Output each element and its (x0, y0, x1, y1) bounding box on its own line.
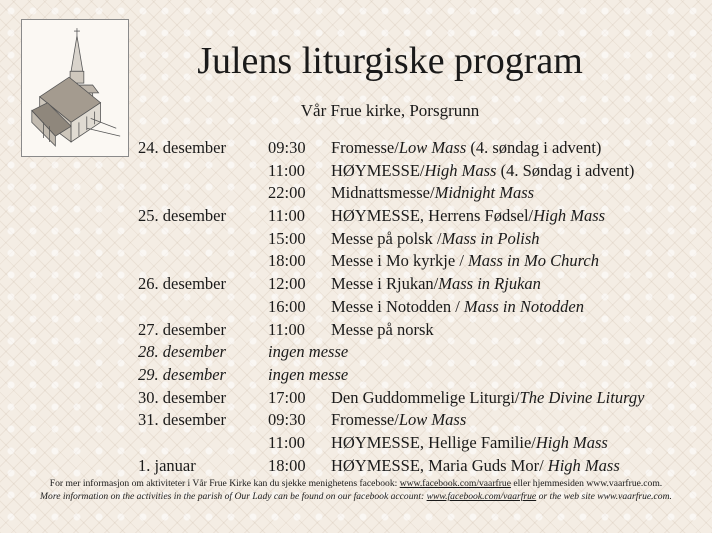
liturgy-schedule (138, 137, 698, 477)
schedule-row (138, 250, 698, 273)
schedule-row (138, 205, 698, 228)
schedule-date: 1. januar (138, 455, 196, 475)
event-norwegian: Fromesse/ (331, 410, 399, 430)
event-norwegian: Messe på norsk (331, 319, 434, 339)
schedule-time: ingen messe (268, 364, 349, 384)
schedule-time: 11:00 (268, 432, 305, 452)
footer-en-text-1: More information on the activities in the parish of Our Lady can be found on our facebook account: (40, 491, 427, 502)
event-note: (4. søndag i advent) (466, 138, 602, 157)
schedule-time: 11:00 (268, 206, 305, 226)
facebook-link-no[interactable]: www.facebook.com/vaarfrue (399, 478, 511, 489)
event-norwegian: Fromesse/ (331, 138, 399, 157)
footer-norwegian (0, 477, 712, 490)
event-norwegian: HØYMESSE, Maria Guds Mor/ (331, 455, 548, 475)
schedule-time: ingen messe (268, 342, 349, 362)
church-subtitle: Vår Frue kirke, Porsgrunn (300, 101, 480, 120)
schedule-event (331, 296, 584, 318)
schedule-row (138, 455, 698, 478)
event-english: Low Mass (398, 138, 467, 157)
schedule-time: 09:30 (268, 410, 306, 430)
footer-no-text-1: For mer informasjon om aktiviteter i Vår Frue Kirke kan du sjekke menighetens facebook: (49, 478, 400, 489)
schedule-event (331, 160, 634, 182)
schedule-event (331, 432, 608, 454)
schedule-row (138, 137, 698, 160)
schedule-time: 12:00 (268, 274, 306, 294)
schedule-event (331, 273, 541, 295)
schedule-time: 11:00 (268, 160, 305, 180)
schedule-event (331, 228, 540, 250)
event-note: (4. Søndag i advent) (496, 160, 635, 180)
schedule-date: 28. desember (138, 342, 226, 362)
schedule-time: 18:00 (268, 251, 306, 271)
event-english: Mass in Notodden (463, 296, 584, 316)
footer-en-text-2: or the web site www.vaarfrue.com. (536, 491, 672, 502)
schedule-event (331, 409, 466, 431)
event-english: Mass in Polish (441, 228, 540, 248)
schedule-event (331, 250, 599, 272)
event-english: High Mass (535, 432, 608, 452)
event-english: High Mass (547, 455, 620, 475)
schedule-time: 09:30 (268, 138, 306, 157)
event-english: The Divine Liturgy (519, 387, 645, 407)
event-english: Midnight Mass (434, 183, 535, 203)
schedule-time: 11:00 (268, 319, 305, 339)
event-norwegian: HØYMESSE, Hellige Familie/ (331, 432, 536, 452)
schedule-date: 30. desember (138, 387, 226, 407)
church-drawing-icon (22, 20, 128, 156)
schedule-row (138, 319, 698, 342)
schedule-event (331, 387, 644, 409)
event-norwegian: Messe i Notodden / (331, 296, 464, 316)
schedule-row (138, 160, 698, 183)
schedule-date: 24. desember (138, 138, 226, 157)
schedule-date: 31. desember (138, 410, 226, 430)
event-english: High Mass (533, 206, 606, 226)
event-norwegian: Messe i Rjukan/ (331, 274, 439, 294)
schedule-event (331, 205, 605, 227)
schedule-date: 26. desember (138, 274, 226, 294)
event-english: High Mass (424, 160, 497, 180)
page-title: Julens liturgiske program (197, 40, 583, 82)
event-norwegian: HØYMESSE, Herrens Fødsel/ (331, 206, 534, 226)
footer-no-text-2: eller hjemmesiden www.vaarfrue.com. (510, 478, 663, 489)
schedule-row (138, 387, 698, 410)
facebook-link-en[interactable]: www.facebook.com/vaarfrue (426, 491, 537, 502)
event-norwegian: Den Guddommelige Liturgi/ (331, 387, 520, 407)
schedule-time: 15:00 (268, 228, 306, 248)
schedule-date: 27. desember (138, 319, 226, 339)
schedule-event (331, 182, 534, 204)
church-illustration (21, 19, 129, 157)
schedule-row (138, 432, 698, 455)
schedule-row (138, 228, 698, 251)
schedule-row (138, 273, 698, 296)
footer-english (0, 490, 712, 503)
event-norwegian: Midnattsmesse/ (331, 183, 435, 203)
schedule-row (138, 409, 698, 432)
schedule-time: 18:00 (268, 455, 306, 475)
schedule-row (138, 364, 698, 387)
event-english: Mass in Mo Church (468, 251, 599, 271)
schedule-row (138, 182, 698, 205)
schedule-time: 16:00 (268, 296, 306, 316)
schedule-event (331, 455, 620, 477)
schedule-date: 25. desember (138, 206, 226, 226)
schedule-event (331, 319, 434, 341)
event-english: Low Mass (398, 410, 467, 430)
event-norwegian: HØYMESSE/ (331, 160, 425, 180)
schedule-time: 22:00 (268, 183, 306, 203)
schedule-event (331, 137, 601, 159)
footer (0, 477, 712, 503)
schedule-row (138, 341, 698, 364)
event-english: Mass in Rjukan (438, 274, 541, 294)
event-norwegian: Messe på polsk / (331, 228, 442, 248)
schedule-row (138, 296, 698, 319)
event-norwegian: Messe i Mo kyrkje / (331, 251, 469, 271)
schedule-time: 17:00 (268, 387, 306, 407)
schedule-date: 29. desember (138, 364, 226, 384)
